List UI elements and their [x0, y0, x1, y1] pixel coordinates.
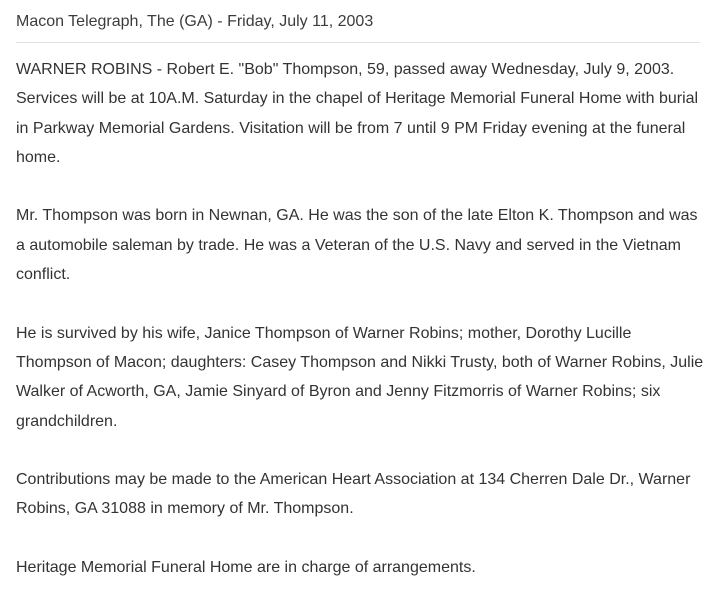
obituary-body — [16, 55, 706, 582]
divider — [16, 42, 700, 43]
paragraph-arrangements: Heritage Memorial Funeral Home are in charge of arrangements. — [16, 559, 476, 577]
paragraph-biography: Mr. Thompson was born in Newnan, GA. He was the son of the late Elton K. Thompson and was a automobile saleman by trade. He was a Veteran of the U.S. Navy and served in the Vietnam conflict. — [16, 207, 698, 284]
paragraph-contributions: Contributions may be made to the American Heart Association at 134 Cherren Dale Dr., Warner Robins, GA 31088 in memory of Mr. Thompson. — [16, 471, 691, 518]
paragraph-survivors: He is survived by his wife, Janice Thompson of Warner Robins; mother, Dorothy Lucille Thompson of Macon; daughters: Casey Thompson and Nikki Trusty, both of Warner Robins, Julie Walker of Acworth, GA, Jamie Sinyard of Byron and Jenny Fitzmorris of Warner Robins; six grandchildren. — [16, 324, 704, 430]
paragraph-death-notice: WARNER ROBINS - Robert E. "Bob" Thompson, 59, passed away Wednesday, July 9, 2003. Services will be at 10A.M. Saturday in the chapel of Heritage Memorial Funeral Home with burial in Parkway Memorial Gardens. Visitation will be from 7 until 9 PM Friday evening at the funeral home. — [16, 61, 699, 166]
source-line: Macon Telegraph, The (GA) - Friday, July 11, 2003 — [16, 13, 374, 30]
